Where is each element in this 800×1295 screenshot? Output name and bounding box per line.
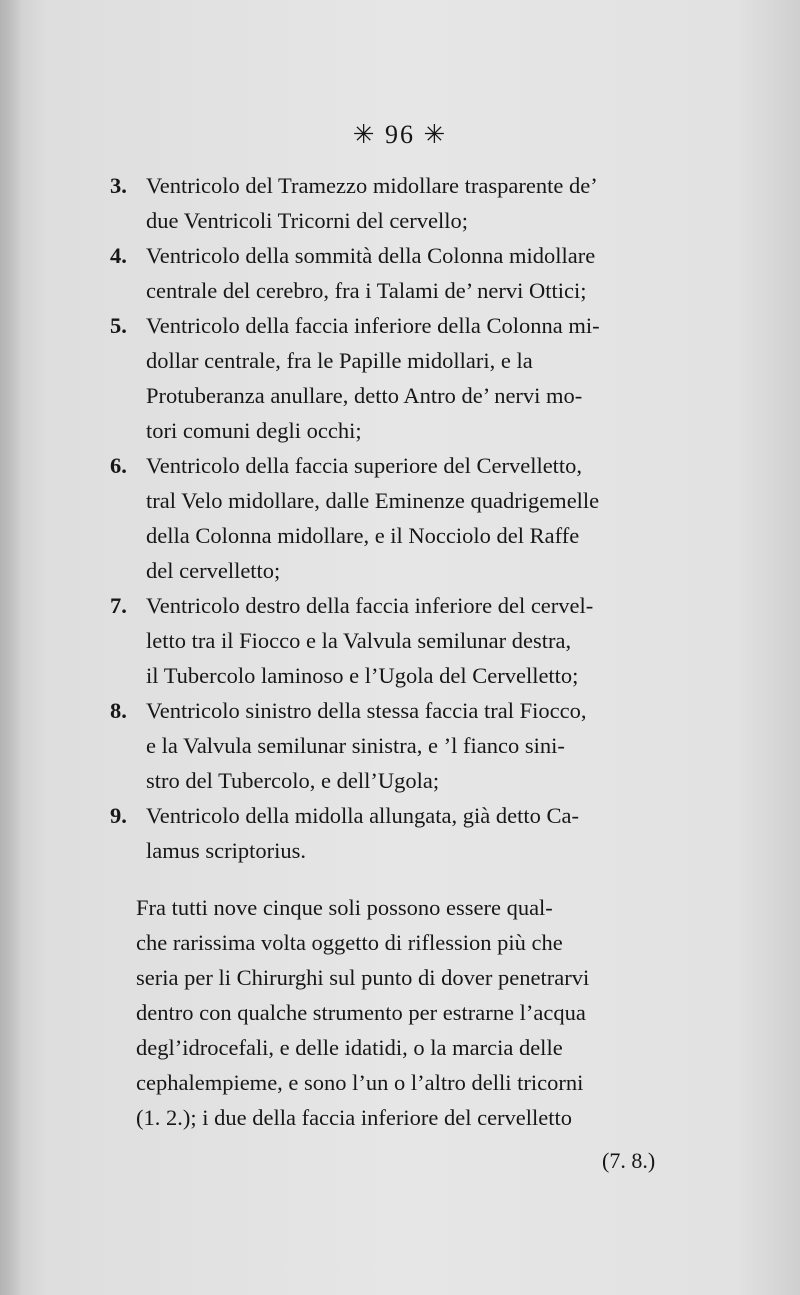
item-number: 5. — [110, 313, 127, 338]
item-number: 3. — [110, 173, 127, 198]
item-text: Ventricolo della faccia inferiore della Colonna mi- dollar centrale, fra le Papille midollari, e la Protuberanza anullare, detto Antro de’ nervi mo- tori comuni degli occhi; — [146, 313, 600, 443]
catchword: (7. 8.) — [602, 1148, 656, 1173]
body-paragraph: Fra tutti nove cinque soli possono essere qual- che rarissima volta oggetto di riflession più che seria per li Chirurghi sul punto di dover penetrarvi dentro con qualche strumento per estrarne l’acqua degl’idrocefali, e delle idatidi, o la marcia delle cephalempieme, e sono l’un o l’altro delli tricorni (1. 2.); i due della faccia inferiore del cervelletto — [136, 895, 590, 1130]
item-text: Ventricolo sinistro della stessa faccia tral Fiocco, e la Valvula semilunar sinistra, e ’l fianco sini- stro del Tubercolo, e dell’Ugola; — [146, 698, 587, 793]
item-text: Ventricolo della sommità della Colonna midollare centrale del cerebro, fra i Talami de’ nervi Ottici; — [146, 243, 596, 303]
item-number: 7. — [110, 593, 127, 618]
item-number: 9. — [110, 803, 127, 828]
item-text: Ventricolo destro della faccia inferiore del cervel- letto tra il Fiocco e la Valvula semilunar destra, il Tubercolo laminoso e l’Ugola del Cervelletto; — [146, 593, 594, 688]
item-text: Ventricolo della faccia superiore del Cervelletto, tral Velo midollare, dalle Eminenze quadrigemelle della Colonna midollare, e il Nocciolo del Raffe del cervelletto; — [146, 453, 600, 583]
item-text: Ventricolo della midolla allungata, già detto Ca- lamus scriptorius. — [146, 803, 579, 863]
list-item — [110, 448, 790, 588]
item-number: 8. — [110, 698, 127, 723]
list-item — [110, 168, 790, 238]
page-gutter-shadow — [0, 0, 22, 1295]
ventricle-list — [110, 168, 790, 868]
list-item — [110, 588, 790, 693]
list-item — [110, 798, 790, 868]
item-text: Ventricolo del Tramezzo midollare trasparente de’ due Ventricoli Tricorni del cervello; — [146, 173, 598, 233]
item-number: 6. — [110, 453, 127, 478]
list-item — [110, 308, 790, 448]
page-header: ✳ 96 ✳ — [352, 120, 448, 149]
list-item — [110, 238, 790, 308]
list-item — [110, 693, 790, 798]
item-number: 4. — [110, 243, 127, 268]
